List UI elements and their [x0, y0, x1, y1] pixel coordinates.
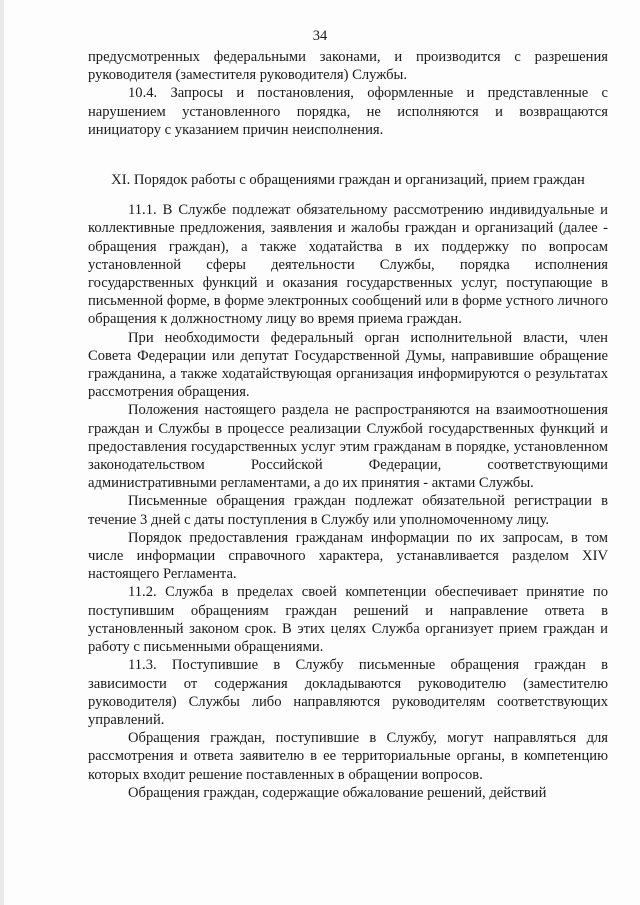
paragraph: Положения настоящего раздела не распространяются на взаимоотношения граждан и Службы в процессе реализации Службой государственных функций и предоставления государственных услуг этим гражданам в порядке, установленном законодательством Российской Федерации, соответствующими административными регламентами, а до их принятия - актами Службы. — [88, 402, 608, 492]
paragraph-continuation: предусмотренных федеральными законами, и производится с разрешения руководителя (заместителя руководителя) Службы. — [88, 49, 608, 84]
paragraph: Порядок предоставления гражданам информации по их запросам, в том числе информации справочного характера, устанавливается разделом XIV настоящего Регламента. — [88, 529, 608, 583]
section-title: XI. Порядок работы с обращениями граждан и организаций, прием граждан — [111, 172, 585, 189]
paragraph-11-1: 11.1. В Службе подлежат обязательному рассмотрению индивидуальные и коллективные предложения, заявления и жалобы граждан и организаций (далее - обращения граждан), а также ходатайства в их поддержку по вопросам установленной сферы деятельности Службы, порядка исполнения государственных функций и оказания государственных услуг, поступающие в письменной форме, в форме электронных сообщений или в форме устного личного обращения к должностному лицу во время приема граждан. — [88, 202, 608, 328]
paragraph: Письменные обращения граждан подлежат обязательной регистрации в течение 3 дней с даты поступления в Службу или уполномоченному лицу. — [88, 493, 608, 528]
paragraph: При необходимости федеральный орган исполнительной власти, член Совета Федерации или депутат Государственной Думы, направившие обращение гражданина, а также ходатайствующая организация информируются о результатах рассмотрения обращения. — [88, 329, 608, 401]
paragraph: Обращения граждан, содержащие обжалование решений, действий — [128, 784, 547, 801]
paragraph-11-3: 11.3. Поступившие в Службу письменные обращения граждан в зависимости от содержания докладываются руководителю (заместителю руководителя) Службы либо направляются руководителям соответствующих управлений. — [88, 657, 608, 728]
document-body — [88, 48, 608, 802]
paragraph-10-4: 10.4. Запросы и постановления, оформленные и представленные с нарушением установленного порядка, не исполняются и возвращаются инициатору с указанием причин неисполнения. — [88, 85, 608, 138]
page-number: 34 — [312, 28, 328, 44]
paragraph-11-2: 11.2. Служба в пределах своей компетенции обеспечивает принятие по поступившим обращениям граждан решений и направление ответа в установленный законом срок. В этих целях Служба организует прием граждан и работу с письменными обращениями. — [88, 584, 608, 656]
paragraph: Обращения граждан, поступившие в Службу, могут направляться для рассмотрения и ответа заявителю в ее территориальные органы, в компетенцию которых входит решение поставленных в обращении вопросов. — [88, 730, 608, 783]
page-edge — [0, 0, 4, 905]
